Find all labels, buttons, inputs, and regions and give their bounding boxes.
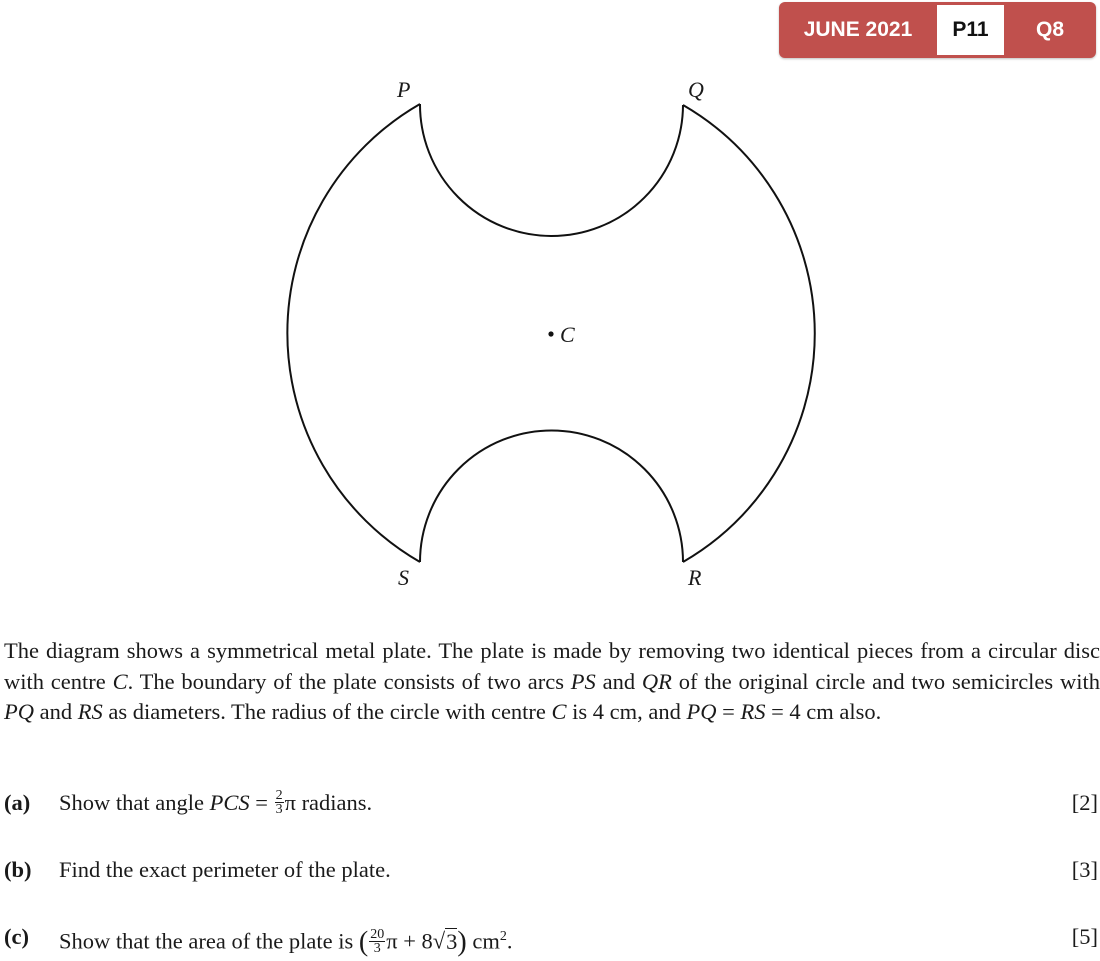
semicircle-pq (420, 104, 683, 236)
part-c (4, 921, 1098, 958)
stem-paragraph: The diagram shows a symmetrical metal plate. The plate is made by removing two identical pieces from a circular disc with centre C. The boundary of the plate consists of two arcs PS and QR of the original circle and two semicircles with PQ and RS as diameters. The radius of the circle with centre C is 4 cm, and PQ = RS = 4 cm also. (4, 638, 1100, 724)
arc-qr (683, 105, 815, 562)
point-label-p: P (397, 77, 411, 102)
marks-label: [5] (1071, 924, 1098, 949)
part-label: (a) (4, 790, 31, 815)
point-label-r: R (688, 565, 702, 590)
part-b (4, 854, 1098, 886)
point-label-c: C (560, 322, 575, 347)
part-label: (b) (4, 857, 32, 882)
paper-number-label: P11 (937, 5, 1004, 55)
point-label-q: Q (688, 77, 704, 102)
question-stem (4, 636, 1100, 728)
part-text: Show that angle PCS = $\frac{2}{3}$ π radians. (59, 788, 373, 818)
part-a (4, 787, 1098, 819)
centre-point (548, 331, 553, 336)
fraction: $\frac{2}{3}$ (275, 788, 283, 818)
point-label-s: S (398, 565, 409, 590)
marks-label: [2] (1071, 790, 1098, 815)
fraction: $\frac{20}{3}$ (370, 926, 385, 956)
arc-ps (287, 104, 420, 562)
exam-session-label: JUNE 2021 (803, 18, 913, 41)
part-text: Show that the area of the plate is ( $\frac{20}{3}$ π + 8√3) $cm^2$. (59, 926, 513, 958)
part-text: Find the exact perimeter of the plate. (59, 857, 391, 882)
semicircle-rs (420, 430, 683, 562)
marks-label: [3] (1071, 857, 1098, 882)
part-label: (c) (4, 924, 29, 949)
question-number-label: Q8 (1035, 18, 1064, 41)
